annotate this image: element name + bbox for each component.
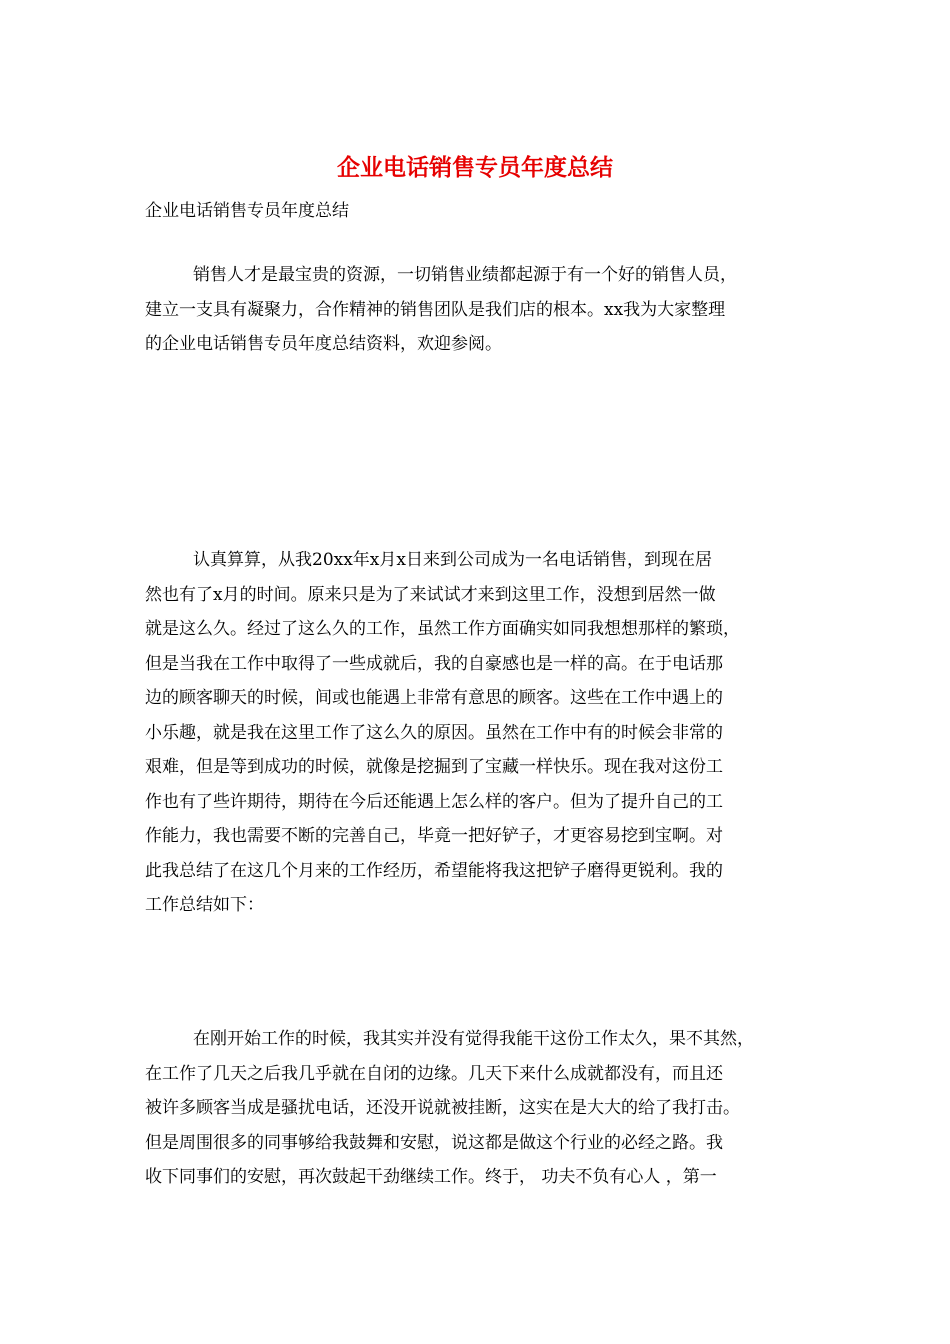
paragraph-line: 小乐趣，就是我在这里工作了这么久的原因。虽然在工作中有的时候会非常的 [145, 722, 723, 743]
paragraph-beginning [145, 1022, 815, 1195]
paragraph-line: 作也有了些许期待，期待在今后还能遇上怎么样的客户。但为了提升自己的工 [145, 791, 723, 812]
paragraph-line: 艰难，但是等到成功的时候，就像是挖掘到了宝藏一样快乐。现在我对这份工 [145, 757, 723, 777]
paragraph-line: 销售人才是最宝贵的资源，一切销售业绩都起源于有一个好的销售人员， [193, 265, 737, 285]
document-title: 企业电话销售专员年度总结 [337, 154, 613, 181]
paragraph-line: 但是当我在工作中取得了一些成就后，我的自豪感也是一样的高。在于电话那 [145, 653, 723, 674]
paragraph-line: 认真算算，从我20xx年x月x日来到公司成为一名电话销售，到现在居 [193, 550, 712, 570]
paragraph-intro [145, 258, 815, 362]
paragraph-line: 就是这么久。经过了这么久的工作，虽然工作方面确实如同我想想那样的繁琐， [145, 619, 740, 639]
paragraph-line: 被许多顾客当成是骚扰电话，还没开说就被挂断，这实在是大大的给了我打击。 [145, 1098, 740, 1118]
paragraph-line: 但是周围很多的同事够给我鼓舞和安慰，说这都是做这个行业的必经之路。我 [145, 1132, 723, 1153]
paragraph-line: 收下同事们的安慰，再次鼓起干劲继续工作。终于， 功夫不负有心人 ，第一 [145, 1167, 717, 1187]
paragraph-line: 工作总结如下： [145, 895, 264, 915]
paragraph-line: 在工作了几天之后我几乎就在自闭的边缘。几天下来什么成就都没有，而且还 [145, 1063, 723, 1084]
paragraph-line: 然也有了x月的时间。原来只是为了来试试才来到这里工作，没想到居然一做 [145, 584, 716, 605]
paragraph-line: 建立一支具有凝聚力，合作精神的销售团队是我们店的根本。xx我为大家整理 [145, 299, 726, 320]
paragraph-experience [145, 543, 815, 923]
paragraph-line: 的企业电话销售专员年度总结资料，欢迎参阅。 [145, 334, 502, 354]
paragraph-line: 在刚开始工作的时候，我其实并没有觉得我能干这份工作太久，果不其然， [193, 1029, 754, 1049]
document-subtitle: 企业电话销售专员年度总结 [145, 201, 349, 221]
paragraph-line: 作能力，我也需要不断的完善自己，毕竟一把好铲子，才更容易挖到宝啊。对 [145, 826, 723, 846]
paragraph-line: 边的顾客聊天的时候，间或也能遇上非常有意思的顾客。这些在工作中遇上的 [145, 688, 723, 708]
paragraph-line: 此我总结了在这几个月来的工作经历，希望能将我这把铲子磨得更锐利。我的 [145, 860, 723, 881]
